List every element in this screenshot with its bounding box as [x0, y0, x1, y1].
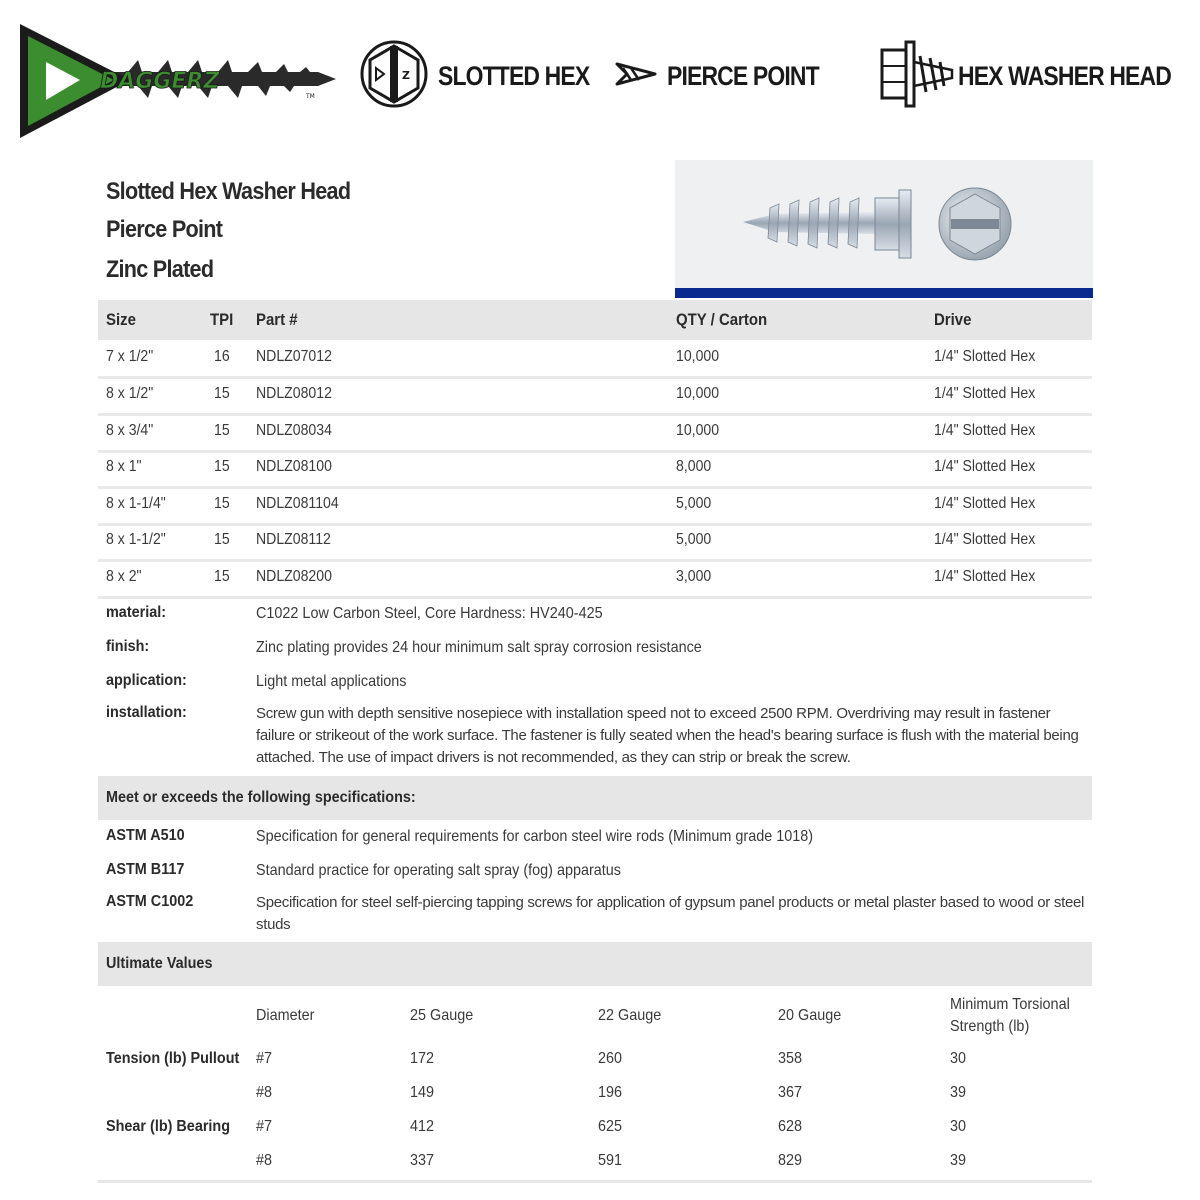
table-cell: 8 x 1": [106, 458, 142, 475]
table-cell: 260: [598, 1050, 623, 1067]
table-cell: 39: [950, 1152, 967, 1169]
table-cell: 1/4" Slotted Hex: [934, 531, 1036, 548]
table-header: [98, 300, 1092, 340]
spec-code: ASTM C1002: [106, 893, 194, 910]
table-cell: 358: [778, 1050, 803, 1067]
title-head-type: Slotted Hex Washer Head: [106, 178, 351, 205]
title-point-type: Pierce Point: [106, 216, 223, 243]
table-cell: 8 x 2": [106, 568, 142, 585]
table-cell: 829: [778, 1152, 803, 1169]
finish-label: finish:: [106, 638, 150, 655]
table-cell: NDLZ081104: [256, 495, 339, 512]
specs-band: [98, 776, 1092, 820]
table-cell: NDLZ08034: [256, 422, 332, 439]
table-cell: 1/4" Slotted Hex: [934, 422, 1036, 439]
feature-hex-washer-head: [880, 40, 1200, 112]
col-qty: QTY / Carton: [676, 310, 768, 329]
feature-label: HEX WASHER HEAD: [958, 60, 1171, 91]
product-title-block: [98, 162, 675, 298]
table-cell: 1/4" Slotted Hex: [934, 458, 1036, 475]
screw-product-image: [675, 160, 1093, 288]
table-row: [98, 450, 1092, 489]
hex-washer-head-icon: [880, 38, 956, 115]
table-row: [98, 487, 1092, 526]
table-cell: 15: [214, 385, 230, 402]
table-cell: #8: [256, 1084, 273, 1101]
specs-heading: Meet or exceeds the following specifications:: [106, 789, 416, 806]
col-size: Size: [106, 310, 136, 329]
table-row: [98, 340, 1092, 379]
table-cell: 8 x 3/4": [106, 422, 154, 439]
application-label: application:: [106, 672, 187, 689]
spec-desc: Specification for steel self-piercing tapping screws for application of gypsum panel products or metal plaster based to wood or steel studs: [256, 894, 1085, 933]
table-cell: 8,000: [676, 458, 712, 475]
col-tpi: TPI: [210, 310, 234, 329]
col-drive: Drive: [934, 310, 972, 329]
brand-name: DAGGERZ: [100, 69, 220, 94]
spec-code: ASTM A510: [106, 827, 185, 844]
table-cell: 16: [214, 348, 230, 365]
table-cell: 196: [598, 1084, 623, 1101]
spec-code: ASTM B117: [106, 861, 185, 878]
table-cell: 625: [598, 1118, 623, 1135]
uv-col-diameter: Diameter: [256, 1007, 315, 1024]
table-cell: NDLZ08200: [256, 568, 332, 585]
table-cell: 30: [950, 1050, 967, 1067]
table-row: [98, 414, 1092, 453]
table-cell: 628: [778, 1118, 803, 1135]
table-cell: 172: [410, 1050, 435, 1067]
table-cell: 8 x 1-1/2": [106, 531, 166, 548]
daggerz-logo: [18, 22, 338, 140]
table-cell: 5,000: [676, 495, 712, 512]
table-cell: 10,000: [676, 422, 720, 439]
material-label: material:: [106, 604, 167, 621]
table-cell: 5,000: [676, 531, 712, 548]
table-cell: 39: [950, 1084, 967, 1101]
table-cell: 412: [410, 1118, 435, 1135]
table-cell: #7: [256, 1118, 273, 1135]
table-cell: 8 x 1-1/4": [106, 495, 166, 512]
finish-value: Zinc plating provides 24 hour minimum salt spray corrosion resistance: [256, 639, 702, 656]
spec-desc: Standard practice for operating salt spray (fog) apparatus: [256, 862, 622, 879]
table-cell: #7: [256, 1050, 273, 1067]
installation-value: Screw gun with depth sensitive nosepiece with installation speed not to exceed 2500 RPM. Overdriving may result in fastener failure or strikeout of the work surface. The fastener is fully seated when the head's bearing surface is flush with the material being attached. The use of impact drivers is not recommended, as they can strip or break the screw.: [256, 705, 1079, 766]
ultimate-band: [98, 942, 1092, 986]
table-row: [98, 377, 1092, 416]
uv-col-torsion: Minimum Torsional Strength (lb): [950, 996, 1070, 1035]
table-cell: 367: [778, 1084, 803, 1101]
table-cell: 15: [214, 422, 230, 439]
title-finish: Zinc Plated: [106, 256, 214, 283]
installation-label: installation:: [106, 704, 187, 721]
table-cell: NDLZ08012: [256, 385, 332, 402]
table-cell: NDLZ08100: [256, 458, 332, 475]
table-cell: 1/4" Slotted Hex: [934, 495, 1036, 512]
table-cell: 3,000: [676, 568, 712, 585]
svg-text:Z: Z: [402, 68, 410, 82]
feature-slotted-hex: [360, 40, 616, 112]
application-value: Light metal applications: [256, 673, 407, 690]
table-cell: 15: [214, 458, 230, 475]
table-cell: NDLZ08112: [256, 531, 331, 548]
feature-label: SLOTTED HEX: [438, 60, 590, 91]
table-cell: 15: [214, 568, 230, 585]
table-cell: 1/4" Slotted Hex: [934, 385, 1036, 402]
table-cell: 337: [410, 1152, 435, 1169]
trademark: TM: [306, 93, 315, 100]
uv-col-20-gauge: 20 Gauge: [778, 1007, 842, 1024]
table-row: [98, 560, 1092, 599]
pierce-point-icon: [615, 54, 659, 99]
accent-bar: [675, 288, 1093, 298]
table-cell: NDLZ07012: [256, 348, 332, 365]
uv-group-label: Shear (lb) Bearing: [106, 1118, 231, 1135]
table-cell: 30: [950, 1118, 967, 1135]
material-value: C1022 Low Carbon Steel, Core Hardness: HV240-425: [256, 605, 603, 622]
feature-pierce-point: [615, 40, 846, 112]
bottom-divider: [98, 1180, 1092, 1183]
table-cell: #8: [256, 1152, 273, 1169]
feature-label: PIERCE POINT: [667, 60, 819, 91]
table-cell: 10,000: [676, 348, 720, 365]
table-row: [98, 523, 1092, 562]
slotted-hex-icon: [360, 38, 432, 115]
table-cell: 8 x 1/2": [106, 385, 154, 402]
table-cell: 591: [598, 1152, 623, 1169]
table-cell: 149: [410, 1084, 435, 1101]
ultimate-heading: Ultimate Values: [106, 955, 213, 972]
table-cell: 15: [214, 495, 230, 512]
uv-col-25-gauge: 25 Gauge: [410, 1007, 474, 1024]
table-cell: 1/4" Slotted Hex: [934, 348, 1036, 365]
table-cell: 15: [214, 531, 230, 548]
uv-group-label: Tension (lb) Pullout: [106, 1050, 240, 1067]
table-cell: 7 x 1/2": [106, 348, 154, 365]
spec-desc: Specification for general requirements for carbon steel wire rods (Minimum grade 1018): [256, 828, 814, 845]
table-cell: 10,000: [676, 385, 720, 402]
col-part: Part #: [256, 310, 298, 329]
table-cell: 1/4" Slotted Hex: [934, 568, 1036, 585]
uv-col-22-gauge: 22 Gauge: [598, 1007, 662, 1024]
